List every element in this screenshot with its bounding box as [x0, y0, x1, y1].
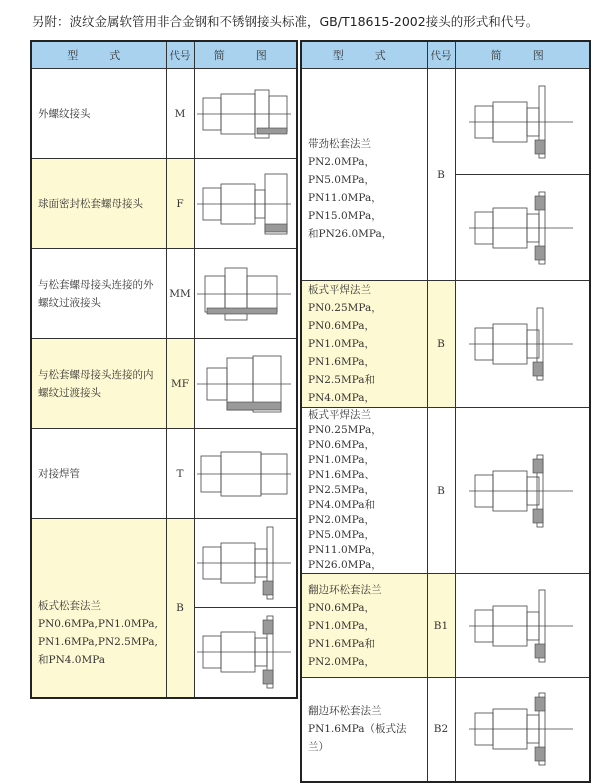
- type-title: 板式平焊法兰: [308, 409, 371, 421]
- table-row: [31, 339, 297, 429]
- type-name: [301, 408, 427, 574]
- header-code: 代号: [427, 41, 455, 69]
- fitting-drawing: [467, 77, 577, 167]
- pressure-line: PN1.6MPa和PN2.0MPa，: [308, 637, 376, 668]
- diagram-loose-plate-flange-2: [194, 608, 297, 698]
- table-row: [301, 678, 590, 782]
- type-title: 带劲松套法兰: [308, 138, 371, 150]
- pressure-line: PN11.0MPa，PN26.0MPa，: [308, 544, 382, 571]
- fitting-drawing: [467, 684, 577, 774]
- fitting-drawing: [195, 439, 295, 509]
- right-table: [300, 40, 591, 783]
- type-name: 对接焊管: [31, 429, 166, 519]
- type-name: [301, 678, 427, 782]
- type-code: M: [166, 69, 194, 159]
- fitting-drawing: [467, 446, 577, 536]
- fitting-drawing: [467, 581, 577, 671]
- fitting-drawing: [195, 349, 295, 419]
- type-title: 板式平焊法兰: [308, 284, 371, 296]
- type-name: [301, 69, 427, 281]
- pressure-line: PN1.0MPa，PN1.6MPa、: [308, 454, 376, 481]
- table-row: [31, 249, 297, 339]
- fitting-drawing: [195, 169, 295, 239]
- type-name: 与松套螺母接头连接的内螺纹过渡接头: [31, 339, 166, 429]
- table-row: [301, 281, 590, 408]
- fitting-drawing: [467, 299, 577, 389]
- pressure-line: 和PN26.0MPa，: [308, 228, 393, 240]
- fitting-drawing: [195, 79, 295, 149]
- header-code: 代号: [166, 41, 194, 69]
- header-diagram: 简 图: [194, 41, 297, 69]
- pressure-line: 和PN4.0MPa: [38, 653, 106, 666]
- diagram-plate-weld-flange-2: [455, 408, 590, 574]
- type-code: B: [427, 408, 455, 574]
- pressure-line: PN0.25MPa，PN0.6MPa，: [308, 302, 382, 332]
- type-name: [301, 574, 427, 678]
- type-name: [31, 519, 166, 698]
- pressure-line: PN2.5MPa，PN4.0MPa和: [308, 484, 376, 511]
- type-title: 翻边环松套法兰: [308, 583, 382, 596]
- pressure-line: PN1.6MPa,PN2.5MPa,: [38, 635, 158, 648]
- pressure-line: PN0.6MPa，PN1.0MPa，: [308, 601, 376, 632]
- diagram-male-adapter: [194, 249, 297, 339]
- type-code: F: [166, 159, 194, 249]
- fitting-drawing: [467, 183, 577, 273]
- fitting-drawing: [195, 612, 295, 692]
- pressure-line: PN2.0MPa，PN5.0MPa，: [308, 514, 376, 541]
- type-name: 球面密封松套螺母接头: [31, 159, 166, 249]
- pressure-line: PN2.5MPa和PN4.0MPa，: [308, 374, 376, 404]
- pressure-line: PN1.6MPa（板式法兰）: [308, 723, 407, 754]
- pressure-line: PN11.0MPa，PN15.0MPa，: [308, 192, 382, 222]
- type-code: B: [166, 519, 194, 698]
- diagram-lap-joint-flange: [455, 574, 590, 678]
- diagram-lap-joint-plate-flange: [455, 678, 590, 782]
- pressure-line: PN2.0MPa，PN5.0MPa，: [308, 156, 376, 186]
- diagram-neck-loose-flange-2: [455, 175, 590, 281]
- type-title: 板式松套法兰: [38, 599, 101, 612]
- type-name: [301, 281, 427, 408]
- diagram-neck-loose-flange: [455, 69, 590, 175]
- fitting-drawing: [195, 523, 295, 603]
- type-name: 外螺纹接头: [31, 69, 166, 159]
- pressure-line: PN1.0MPa，PN1.6MPa，: [308, 338, 376, 368]
- type-code: MF: [166, 339, 194, 429]
- pressure-line: PN0.6MPa,PN1.0MPa,: [38, 617, 158, 630]
- header-type: 型 式: [301, 41, 427, 69]
- left-table: [30, 40, 298, 699]
- diagram-plate-weld-flange: [455, 281, 590, 408]
- type-name: 与松套螺母接头连接的外螺纹过液接头: [31, 249, 166, 339]
- pressure-line: PN0.25MPa，PN0.6MPa，: [308, 424, 382, 451]
- diagram-butt-weld-pipe: [194, 429, 297, 519]
- diagram-male-thread-fitting: [194, 69, 297, 159]
- diagram-loose-plate-flange: [194, 519, 297, 608]
- type-code: T: [166, 429, 194, 519]
- type-code: B1: [427, 574, 455, 678]
- type-code: B: [427, 281, 455, 408]
- table-row: [301, 69, 590, 175]
- table-row: [31, 159, 297, 249]
- type-code: MM: [166, 249, 194, 339]
- table-row: [301, 408, 590, 574]
- table-row: [31, 69, 297, 159]
- table-row: [31, 429, 297, 519]
- type-title: 翻边环松套法兰: [308, 705, 382, 718]
- fitting-drawing: [195, 259, 295, 329]
- type-code: B: [427, 69, 455, 281]
- header-diagram: 简 图: [455, 41, 590, 69]
- diagram-female-adapter: [194, 339, 297, 429]
- header-type: 型 式: [31, 41, 166, 69]
- table-row: [31, 519, 297, 608]
- page-title: 另附：波纹金属软管用非合金钢和不锈钢接头标准，GB/T18615-2002接头的形式和代号。: [32, 14, 539, 29]
- type-code: B2: [427, 678, 455, 782]
- table-row: [301, 574, 590, 678]
- diagram-swivel-nut-fitting: [194, 159, 297, 249]
